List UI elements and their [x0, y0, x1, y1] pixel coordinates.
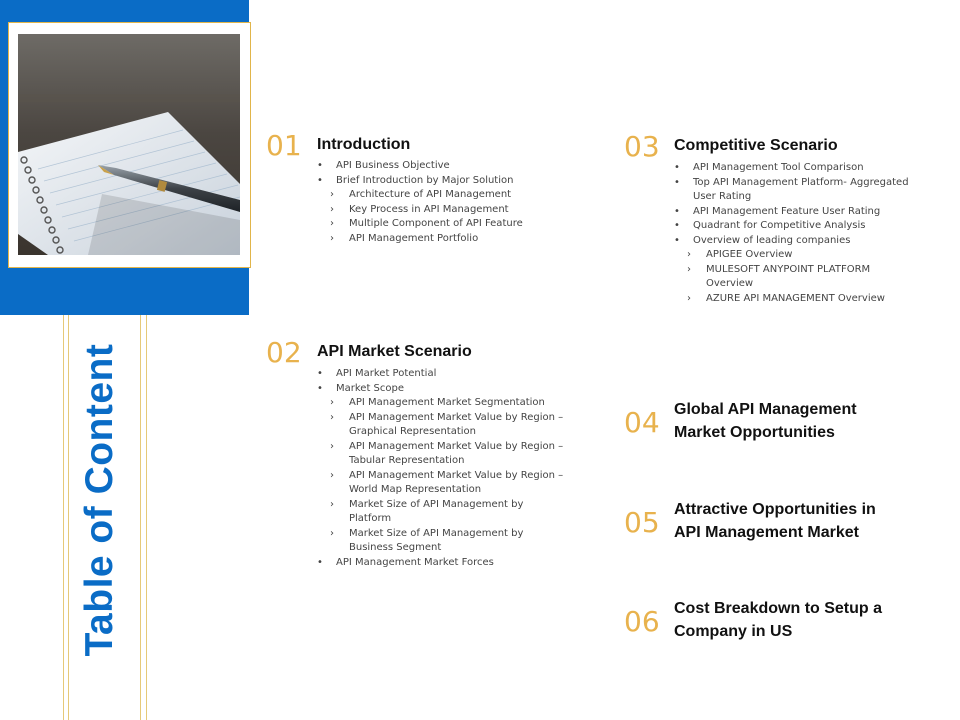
decor-line-1 [63, 315, 64, 720]
list-item: › MULESOFT ANYPOINT PLATFORM Overview [674, 263, 919, 292]
decor-line-2 [68, 315, 69, 720]
list-item: • API Market Potential [317, 367, 567, 382]
list-item: › API Management Market Value by Region – Tabular Representation [317, 440, 567, 469]
section-title-line: Global API Management [674, 401, 857, 418]
list-item: › API Management Market Segmentation [317, 396, 567, 411]
list-item: › API Management Market Value by Region – Graphical Representation [317, 411, 567, 440]
list-item: • API Management Market Forces [317, 556, 567, 571]
section-number: 01 [266, 129, 302, 162]
list-item: • API Business Objective [317, 159, 547, 174]
list-item: › Architecture of API Management [317, 188, 547, 203]
section-title [674, 597, 882, 643]
decor-line-4 [146, 315, 147, 720]
section-title [674, 498, 876, 544]
list-item: › Market Size of API Management by Business Segment [317, 527, 567, 556]
section-item-list [317, 367, 567, 570]
section-title-line: Market Opportunities [674, 424, 835, 441]
section-number: 06 [624, 605, 660, 638]
section-item-list [674, 161, 919, 306]
section-title [674, 398, 857, 444]
section-number: 02 [266, 336, 302, 369]
section-number: 03 [624, 130, 660, 163]
list-item: • API Management Feature User Rating [674, 205, 919, 220]
section-title-line: Company in US [674, 623, 793, 640]
list-item: • Quadrant for Competitive Analysis [674, 219, 919, 234]
list-item: › API Management Portfolio [317, 232, 547, 247]
section-title-line: API Management Market [674, 524, 859, 541]
page-title: Table of Content [78, 343, 121, 657]
section-title-line: Cost Breakdown to Setup a [674, 600, 883, 617]
list-item: › AZURE API MANAGEMENT Overview [674, 292, 919, 307]
section-title: Competitive Scenario [674, 137, 838, 154]
section-title: Introduction [317, 136, 411, 153]
list-item: • Brief Introduction by Major Solution [317, 174, 547, 189]
list-item: • API Management Tool Comparison [674, 161, 919, 176]
section-title: API Market Scenario [317, 343, 472, 360]
list-item: › Multiple Component of API Feature [317, 217, 547, 232]
decor-line-3 [140, 315, 141, 720]
list-item: • Top API Management Platform- Aggregated User Rating [674, 176, 919, 205]
section-number: 05 [624, 506, 660, 539]
section-number: 04 [624, 406, 660, 439]
list-item: › Market Size of API Management by Platform [317, 498, 567, 527]
list-item: › APIGEE Overview [674, 248, 919, 263]
notebook-pen-image [18, 34, 240, 255]
list-item: › Key Process in API Management [317, 203, 547, 218]
section-item-list [317, 159, 547, 246]
list-item: • Overview of leading companies [674, 234, 919, 249]
list-item: • Market Scope [317, 382, 567, 397]
list-item: › API Management Market Value by Region – World Map Representation [317, 469, 567, 498]
section-title-line: Attractive Opportunities in [674, 501, 876, 518]
